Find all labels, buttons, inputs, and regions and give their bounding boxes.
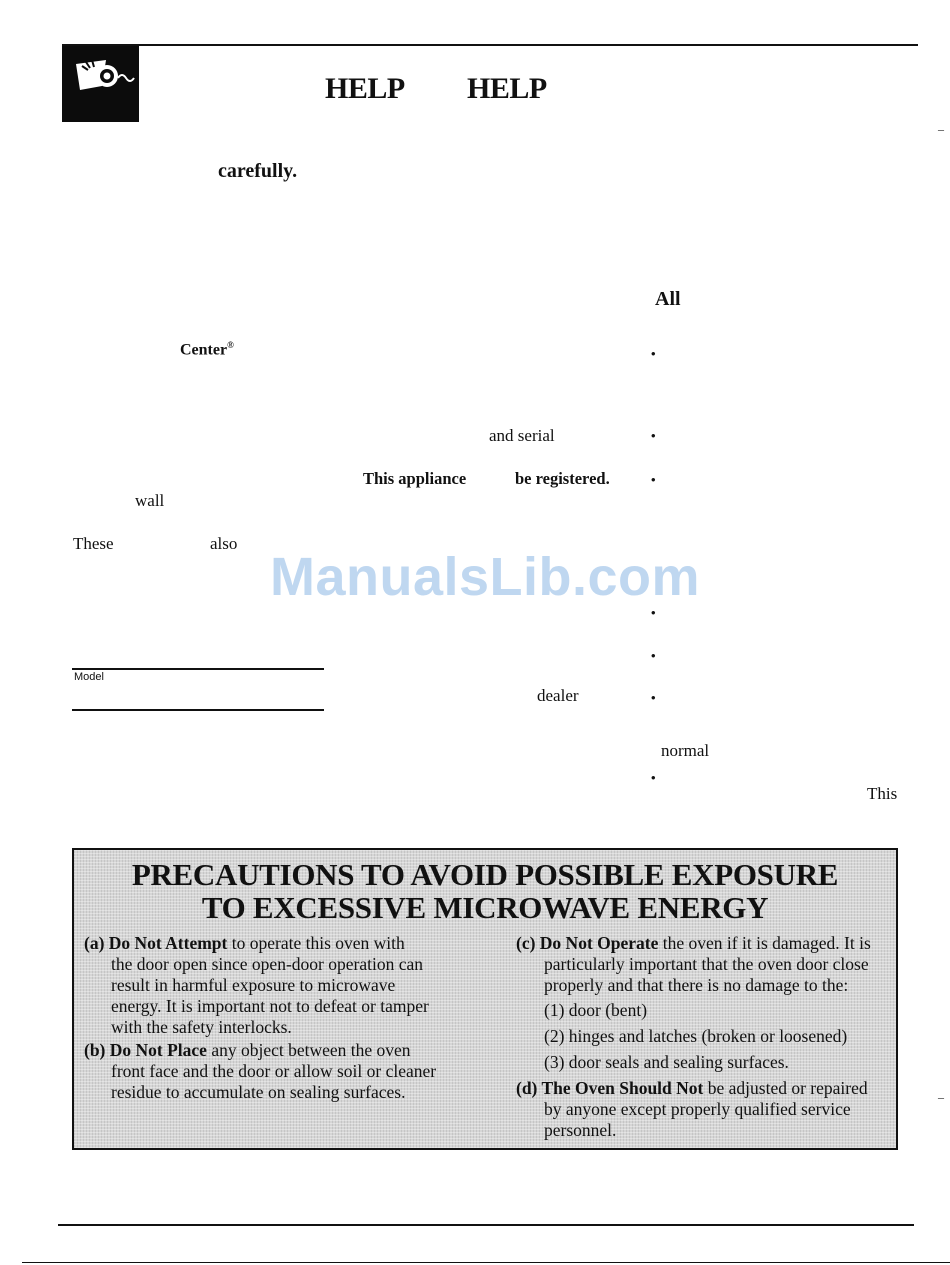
precaution-a-line4: energy. It is important not to defeat or tamper xyxy=(111,996,429,1016)
and-serial-text: and serial xyxy=(489,426,555,445)
precaution-b-line2: front face and the door or allow soil or cleaner xyxy=(111,1061,437,1081)
precaution-a-line5: with the safety interlocks. xyxy=(111,1017,292,1037)
this-text: This xyxy=(867,784,898,803)
bottom-edge-rule xyxy=(22,1262,950,1263)
model-rule xyxy=(72,668,324,670)
precaution-b-line1: (b) Do Not Place any object between the oven xyxy=(84,1040,411,1060)
carefully-text: carefully. xyxy=(218,160,298,182)
this-appliance-text: This appliance xyxy=(363,469,467,488)
help-logo-icon xyxy=(62,46,139,122)
bullet-6: • xyxy=(651,690,656,705)
bullet-7: • xyxy=(651,770,656,785)
precaution-b-line3: residue to accumulate on sealing surfaces. xyxy=(111,1082,406,1102)
precaution-c-item2: (2) hinges and latches (broken or loosened) xyxy=(544,1026,848,1046)
wall-text: wall xyxy=(135,491,165,510)
right-edge-mark-lower: ‒ xyxy=(938,1090,944,1104)
precautions-title-line2: TO EXCESSIVE MICROWAVE ENERGY xyxy=(201,890,769,925)
dealer-text: dealer xyxy=(537,686,579,705)
bullet-2: • xyxy=(651,428,656,443)
precaution-c-line3: properly and that there is no damage to the: xyxy=(544,975,849,995)
all-text: All xyxy=(655,288,681,310)
bullet-3: • xyxy=(651,472,656,487)
normal-text: normal xyxy=(661,741,710,760)
precautions-title-line1: PRECAUTIONS TO AVOID POSSIBLE EXPOSURE xyxy=(131,857,839,892)
footer-rule xyxy=(58,1224,914,1226)
precaution-d-line3: personnel. xyxy=(544,1120,617,1140)
serial-rule xyxy=(72,709,324,711)
center-text: Center® xyxy=(180,340,234,359)
precaution-c-line2: particularly important that the oven door close xyxy=(544,954,869,974)
bullet-4: • xyxy=(651,605,656,620)
precaution-c-item3: (3) door seals and sealing surfaces. xyxy=(544,1052,789,1072)
these-text: These xyxy=(73,534,114,553)
precaution-a-line3: result in harmful exposure to microwave xyxy=(111,975,396,995)
manualslib-watermark: ManualsLib.com xyxy=(270,547,701,607)
precaution-a-line2: the door open since open-door operation can xyxy=(111,954,423,974)
right-edge-mark: ‒ xyxy=(938,122,944,136)
help-heading-left: HELP xyxy=(325,72,405,105)
header-rule xyxy=(62,44,918,46)
bullet-1: • xyxy=(651,346,656,361)
precaution-c-line1: (c) Do Not Operate the oven if it is damaged. It is xyxy=(516,933,871,953)
precaution-d-line1: (d) The Oven Should Not be adjusted or repaired xyxy=(516,1078,868,1098)
be-registered-text: be registered. xyxy=(515,469,610,488)
precaution-c-item1: (1) door (bent) xyxy=(544,1000,648,1020)
precautions-box xyxy=(72,848,898,1150)
precaution-d-line2: by anyone except properly qualified service xyxy=(544,1099,851,1119)
also-text: also xyxy=(210,534,238,553)
help-heading-right: HELP xyxy=(467,72,547,105)
bullet-5: • xyxy=(651,648,656,663)
precaution-a-line1: (a) Do Not Attempt to operate this oven with xyxy=(84,933,405,953)
model-label: Model xyxy=(74,671,104,683)
